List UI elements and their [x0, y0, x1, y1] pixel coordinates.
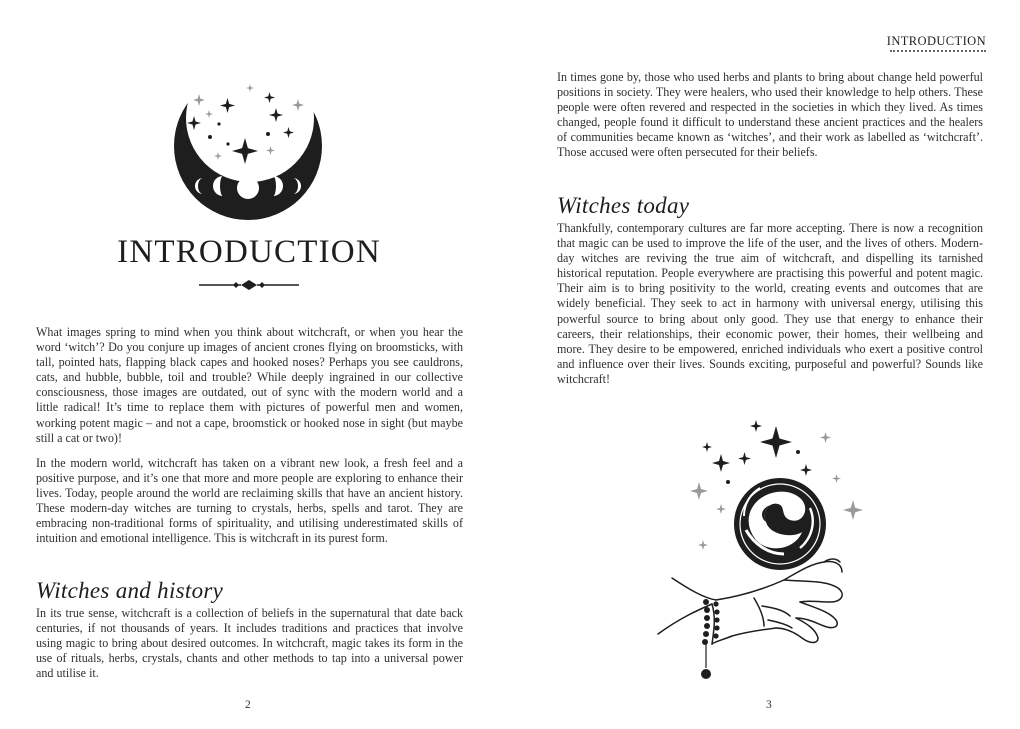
running-head-dots: [890, 50, 986, 52]
flourish-divider-icon: [199, 279, 299, 291]
page-title: INTRODUCTION: [117, 234, 381, 270]
intro-paragraph-2: In the modern world, witchcraft has taken on a vibrant new look, a fresh feel and a positive purpose, and it’s one that more and more people are exploring to enhance their lives. Today, people around the world are reclaiming skills that have an ancient history. These modern-day witches are turning to crystals, herbs, spells and tarot. They are embracing non-traditional forms of spirituality, and utilising underestimated skills of intuition and emotional intelligence. This is witchcraft in its purest form.: [36, 456, 463, 546]
intro-paragraph-1: What images spring to mind when you think about witchcraft, or when you hear the word ‘witch’? Do you conjure up images of ancient crones flying on broomsticks, with tall, pointed hats, flapping black capes and hooked noses? Perhaps you see cauldrons, cats, and hubble, bubble, toil and trouble? While deeply ingrained in our collective consciousness, those images are outdated, out of sync with the modern world and a little radical! It’s time to replace them with pictures of powerful men and women, working potent magic – and not a cape, broomstick or hooked nose in sight (but maybe still a cat or two)!: [36, 325, 463, 445]
crescent-moon-phases-icon: [170, 82, 330, 222]
history-paragraph: In its true sense, witchcraft is a collection of beliefs in the supernatural that date back centuries, if not thousands of years. It includes traditions and practices that involve using magic to bring about desired outcomes. In witchcraft, magic takes its form in the use of rituals, herbs, crystals, chants and other methods to tap into a universal power and utilise it.: [36, 606, 463, 681]
witches-today-paragraph: Thankfully, contemporary cultures are far more accepting. There is now a recognition that magic can be used to improve the life of the user, and the lives of others. Modern-day witches are reviving the true aim of witchcraft, and dispelling its tarnished historical reputation. People everywhere are practising this powerful and potent magic. Their aim is to bring positivity to the world, creating events and outcomes that are widely beneficial. They seek to act in harmony with universal energy, utilising this powerful source to bring about only good. They use that energy to enhance their careers, their relationships, their economic power, their homes, their wellbeing and more. They desire to be empowered, enriched individuals who exert a positive control and influence over their lives. Sounds exciting, purposeful and powerful? Sounds like witchcraft!: [557, 221, 983, 386]
section-heading-witches-today: Witches today: [557, 193, 690, 218]
section-heading-witches-and-history: Witches and history: [36, 578, 224, 603]
right-page: [510, 0, 1020, 729]
running-head: INTRODUCTION: [886, 34, 986, 48]
history-continued-paragraph: In times gone by, those who used herbs and plants to bring about change held powerful positions in society. They were healers, who used their knowledge to help others. These people were often revered and respected in the societies in which they lived. As times changed, people found it difficult to understand these ancient practices and the healers of communities became known as ‘witches’, and their work as labelled as ‘witchcraft’. Those accused were often persecuted for their beliefs.: [557, 70, 983, 160]
hand-crystal-ball-icon: [650, 412, 890, 692]
page-number: 3: [766, 699, 772, 711]
page-number: 2: [245, 699, 251, 711]
